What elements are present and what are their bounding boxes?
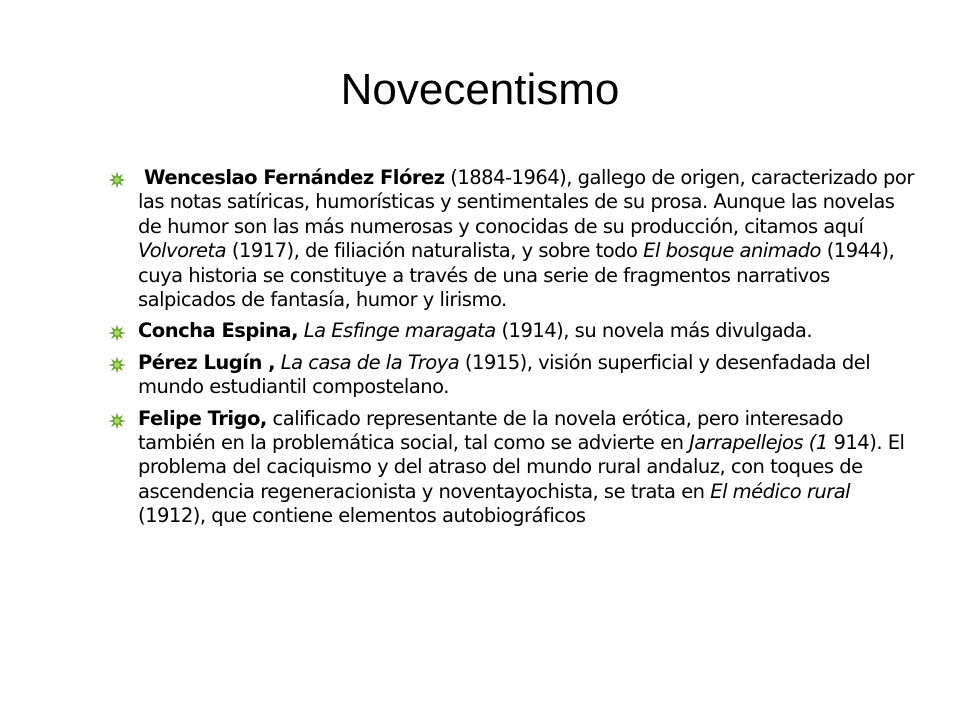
work-title: La casa de la Troya — [280, 350, 460, 374]
work-title: Jarrapellejos (1 — [689, 431, 828, 455]
green-star-bullet-icon — [108, 356, 126, 374]
bullet-item — [108, 166, 918, 312]
bullet-item — [108, 351, 918, 400]
author-name: Concha Espina, — [138, 319, 298, 343]
author-name: Felipe Trigo, — [138, 406, 267, 430]
work-title: El bosque animado — [643, 239, 821, 263]
body-text: (1912), que contiene elementos autobiográficos — [138, 504, 586, 528]
body-text: (1944), cuya historia se constituye a través de una serie de fragmentos narrativos salpicados de fantasía, humor y lirismo. — [138, 239, 895, 312]
work-title: La Esfinge maragata — [303, 319, 496, 343]
body-text: calificado representante de la novela erótica, pero interesado también en la problemática social, tal como se advierte en — [138, 406, 844, 455]
work-title: El médico rural — [710, 479, 851, 503]
bullet-list — [108, 166, 918, 536]
green-star-bullet-icon — [108, 171, 126, 189]
green-star-bullet-icon — [108, 412, 126, 430]
body-text: (1915), visión superficial y desenfadada del mundo estudiantil compostelano. — [138, 350, 871, 399]
work-title: Volvoreta — [138, 239, 227, 263]
green-star-bullet-icon — [108, 324, 126, 342]
body-text: 914). El problema del caciquismo y del atraso del mundo rural andaluz, con toques de ascendencia regeneracionista y noventayochista, se trata en — [138, 431, 905, 503]
body-text: (1917), de filiación naturalista, y sobre todo — [226, 239, 644, 263]
author-name: Pérez Lugín , — [138, 350, 276, 374]
bullet-item — [108, 319, 918, 343]
body-text: (1914), su novela más divulgada. — [495, 319, 813, 343]
body-text: (1884-1964), gallego de origen, caracterizado por las notas satíricas, humorísticas y sentimentales de su prosa. Aunque las novelas de humor son las más numerosas y conocidas de su producción, citamos aquí — [138, 166, 914, 238]
author-name: Wenceslao Fernández Flórez — [144, 166, 445, 189]
bullet-item — [108, 407, 918, 529]
slide-title: Novecentismo — [340, 65, 620, 114]
